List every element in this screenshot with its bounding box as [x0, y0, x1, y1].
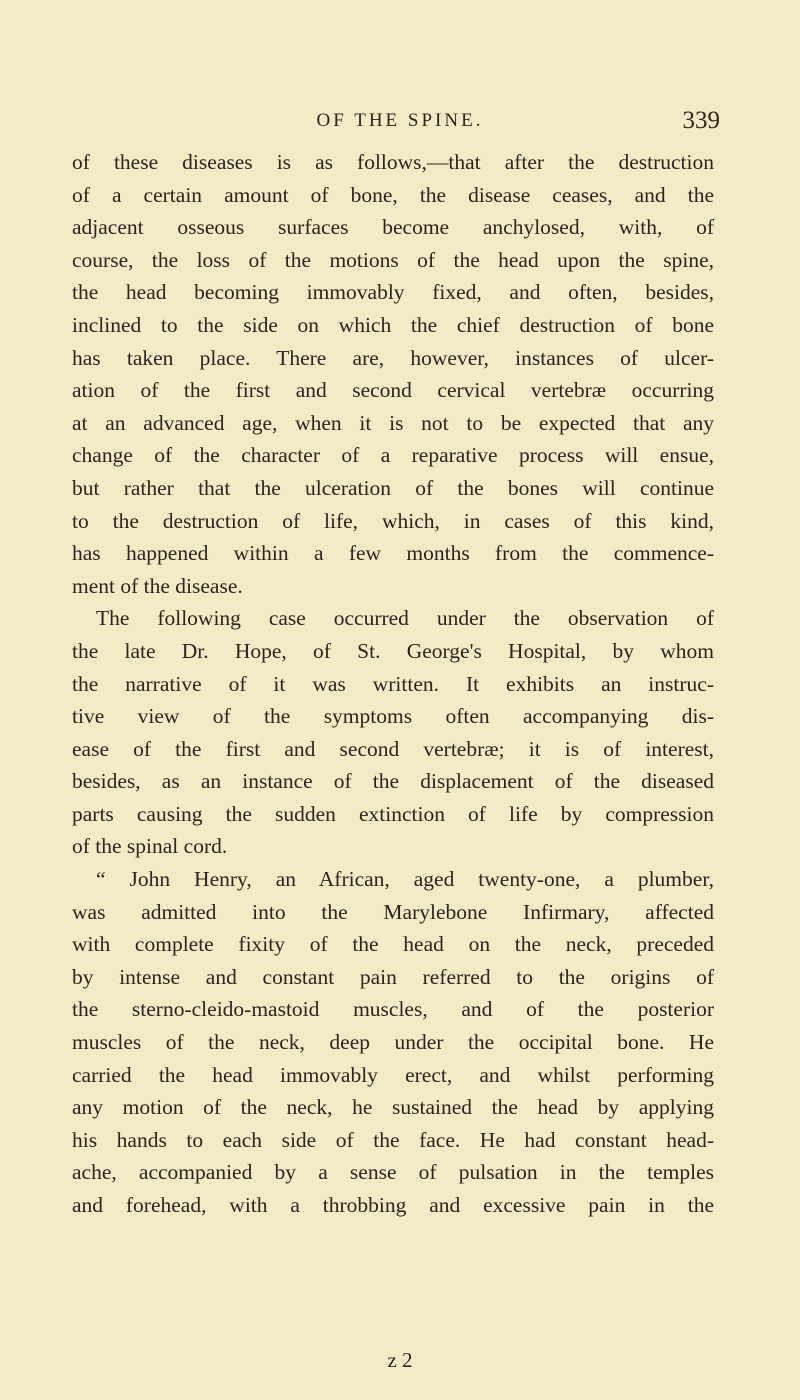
text-line: change of the character of a reparative process will ensue,: [72, 443, 714, 468]
text-line: of these diseases is as follows,—that after the destruction: [72, 150, 714, 174]
text-line: has happened within a few months from the commence-: [72, 541, 714, 566]
text-line: the narrative of it was written. It exhibits an instruc-: [72, 671, 714, 696]
text-line: muscles of the neck, deep under the occipital bone. He: [72, 1030, 714, 1055]
text-line: ment of the disease.: [72, 573, 243, 598]
text-line: with complete fixity of the head on the neck, preceded: [72, 932, 714, 957]
signature-mark: z 2: [387, 1348, 413, 1372]
text-line: course, the loss of the motions of the head upon the spine,: [72, 247, 714, 272]
text-line: “ John Henry, an African, aged twenty-one, a plumber,: [96, 867, 714, 892]
text-line: of a certain amount of bone, the disease ceases, and the: [72, 182, 714, 207]
text-line: parts causing the sudden extinction of life by compression: [72, 801, 714, 826]
text-line: to the destruction of life, which, in cases of this kind,: [72, 508, 714, 533]
text-line: besides, as an instance of the displacement of the diseased: [72, 769, 714, 794]
text-line: ache, accompanied by a sense of pulsation in the temples: [72, 1160, 714, 1185]
text-line: the head becoming immovably fixed, and often, besides,: [72, 280, 714, 305]
text-line: The following case occurred under the observation of: [96, 606, 714, 631]
text-line: was admitted into the Marylebone Infirmary, affected: [72, 899, 714, 924]
text-line: the late Dr. Hope, of St. George's Hospital, by whom: [72, 638, 714, 663]
text-line: the sterno-cleido-mastoid muscles, and of the posterior: [72, 997, 714, 1022]
text-line: and forehead, with a throbbing and excessive pain in the: [72, 1193, 714, 1217]
page-number: 339: [682, 107, 720, 134]
text-line: of the spinal cord.: [72, 834, 228, 859]
text-line: adjacent osseous surfaces become anchylosed, with, of: [72, 215, 714, 240]
text-line: but rather that the ulceration of the bones will continue: [72, 475, 714, 500]
text-line: ease of the first and second vertebræ; it is of interest,: [72, 736, 714, 761]
text-line: by intense and constant pain referred to the origins of: [72, 964, 714, 989]
body-text: [72, 146, 714, 1222]
text-line: his hands to each side of the face. He had constant head-: [72, 1127, 714, 1152]
text-line: tive view of the symptoms often accompanying dis-: [72, 704, 714, 729]
text-line: has taken place. There are, however, instances of ulcer-: [72, 345, 714, 370]
text-line: carried the head immovably erect, and whilst performing: [72, 1062, 714, 1087]
text-line: at an advanced age, when it is not to be expected that any: [72, 410, 714, 435]
text-line: any motion of the neck, he sustained the head by applying: [72, 1095, 714, 1120]
text-line: inclined to the side on which the chief destruction of bone: [72, 312, 714, 337]
running-head: [80, 104, 720, 138]
text-line: ation of the first and second cervical vertebræ occurring: [72, 378, 714, 403]
running-title: OF THE SPINE.: [316, 110, 484, 131]
